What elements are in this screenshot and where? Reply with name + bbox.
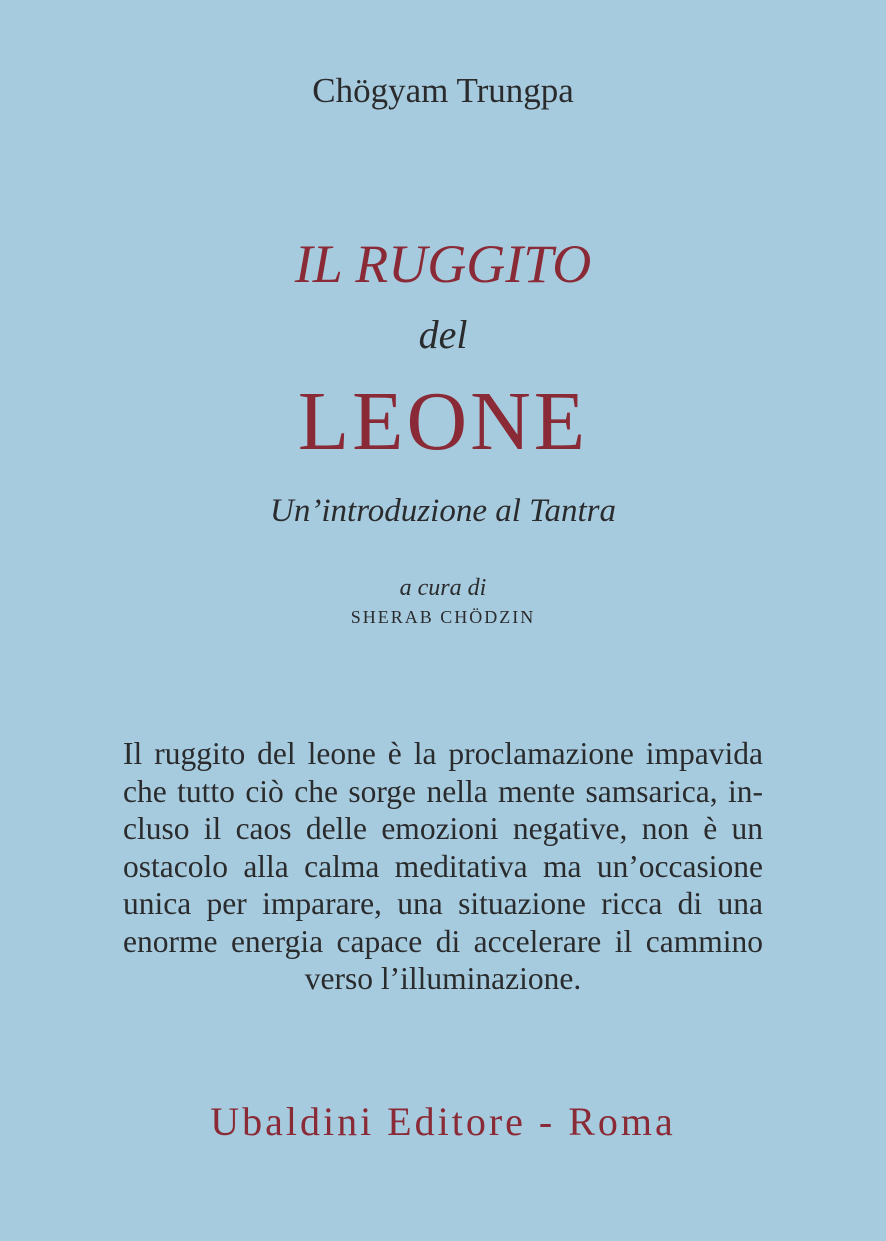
blurb-line: ostacolo alla calma meditativa ma un’occasione <box>123 848 763 884</box>
curator-name: SHERAB CHÖDZIN <box>350 607 536 627</box>
author-name: Chögyam Trungpa <box>312 71 574 110</box>
blurb-line: enorme energia capace di accelerare il cammino <box>123 923 763 959</box>
blurb-line: che tutto ciò che sorge nella mente samsarica, in- <box>123 773 763 809</box>
publisher-name: Ubaldini Editore - Roma <box>210 1099 676 1144</box>
blurb-line: unica per imparare, una situazione ricca di una <box>123 886 763 921</box>
curator-label: a cura di <box>399 575 487 601</box>
title-line-1: IL RUGGITO <box>294 234 592 294</box>
title-line-2: del <box>418 312 468 357</box>
blurb-line: verso l’illuminazione. <box>304 961 582 996</box>
subtitle: Un’introduzione al Tantra <box>270 493 616 529</box>
blurb-line: Il ruggito del leone è la proclamazione impavida <box>123 736 763 771</box>
blurb-line: cluso il caos delle emozioni negative, non è un <box>123 811 763 846</box>
title-line-3: LEONE <box>297 375 589 468</box>
blurb-paragraph <box>123 735 763 998</box>
